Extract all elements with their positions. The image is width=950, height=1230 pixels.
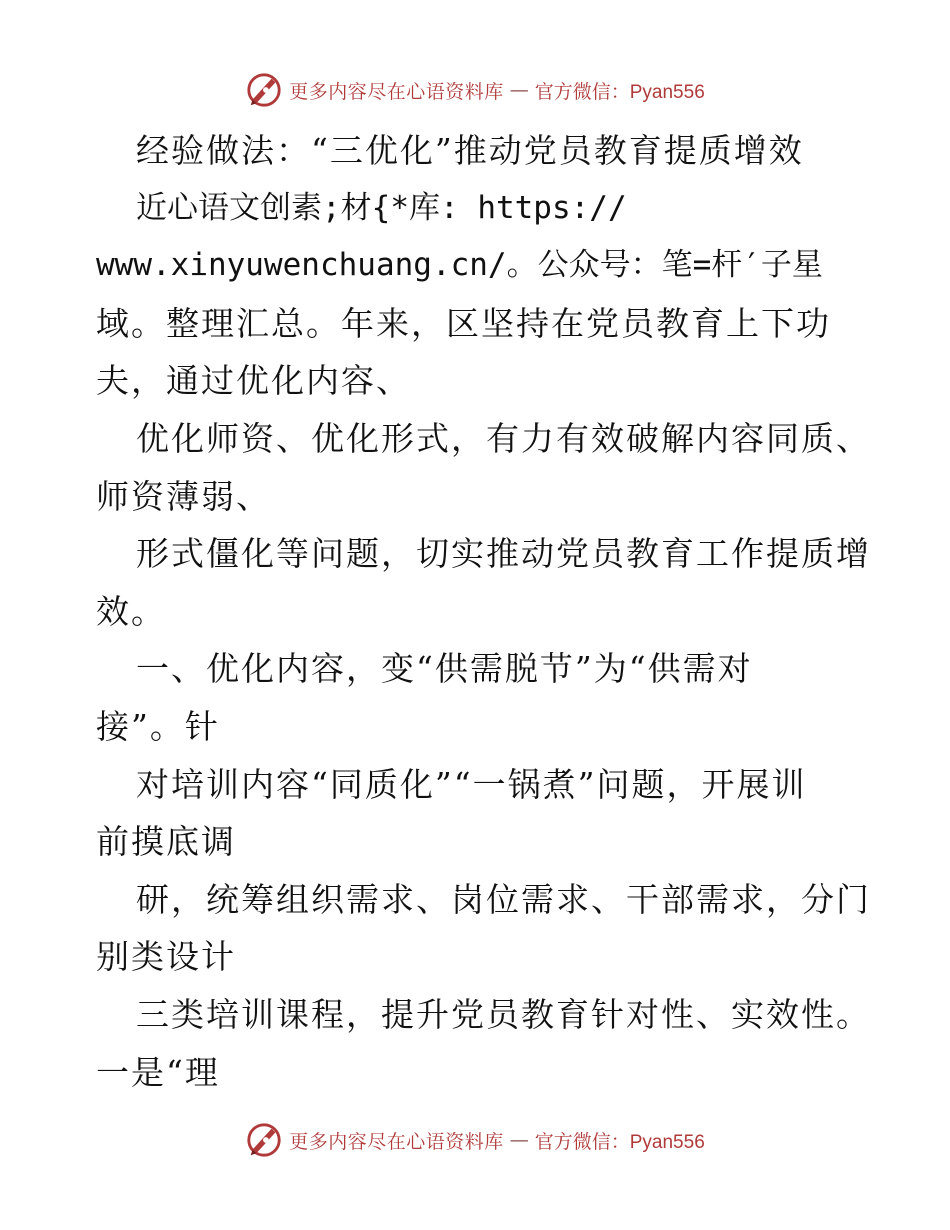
text-line: 接”。针 xyxy=(96,706,220,746)
banner-separator: — xyxy=(509,79,529,101)
banner-separator: — xyxy=(509,1129,529,1151)
section-heading: 一、优化内容，变“供需脱节”为“供需对 xyxy=(136,649,753,689)
document-title: 经验做法：“三优化”推动党员教育提质增效 xyxy=(136,131,804,170)
text-line: 形式僵化等问题，切实推动党员教育工作提质增 xyxy=(136,534,871,574)
text-line: 对培训内容“同质化”“一锅煮”问题，开展训 xyxy=(136,764,807,804)
text-line: 优化师资、优化形式，有力有效破解内容同质、 xyxy=(136,418,871,458)
text-line: 前摸底调 xyxy=(96,822,236,862)
pen-logo-icon xyxy=(245,71,283,109)
text-line: 近心语文创素;材{*库: https:// xyxy=(136,189,627,226)
banner-title: 更多内容尽在心语资料库 xyxy=(289,80,504,103)
header-banner xyxy=(0,68,950,112)
text-line: 一是“理 xyxy=(96,1052,220,1092)
pen-logo-icon xyxy=(245,1121,283,1159)
text-line: www.xinyuwenchuang.cn/。公众号：笔=杆′子星 xyxy=(96,247,823,284)
text-line: 师资薄弱、 xyxy=(96,476,271,516)
text-line: 效。 xyxy=(96,591,166,631)
footer-banner xyxy=(0,1118,950,1162)
text-line: 别类设计 xyxy=(96,937,236,977)
document-body xyxy=(96,122,871,1101)
text-line: 夫，通过优化内容、 xyxy=(96,361,411,401)
banner-title: 更多内容尽在心语资料库 xyxy=(289,1130,504,1153)
text-line: 域。整理汇总。年来，区坚持在党员教育上下功 xyxy=(96,303,831,343)
banner-contact: 官方微信：Pyan556 xyxy=(534,1131,705,1153)
banner-contact: 官方微信：Pyan556 xyxy=(534,81,705,103)
text-line: 三类培训课程，提升党员教育针对性、实效性。 xyxy=(136,994,871,1034)
text-line: 研，统筹组织需求、岗位需求、干部需求，分门 xyxy=(136,879,871,919)
